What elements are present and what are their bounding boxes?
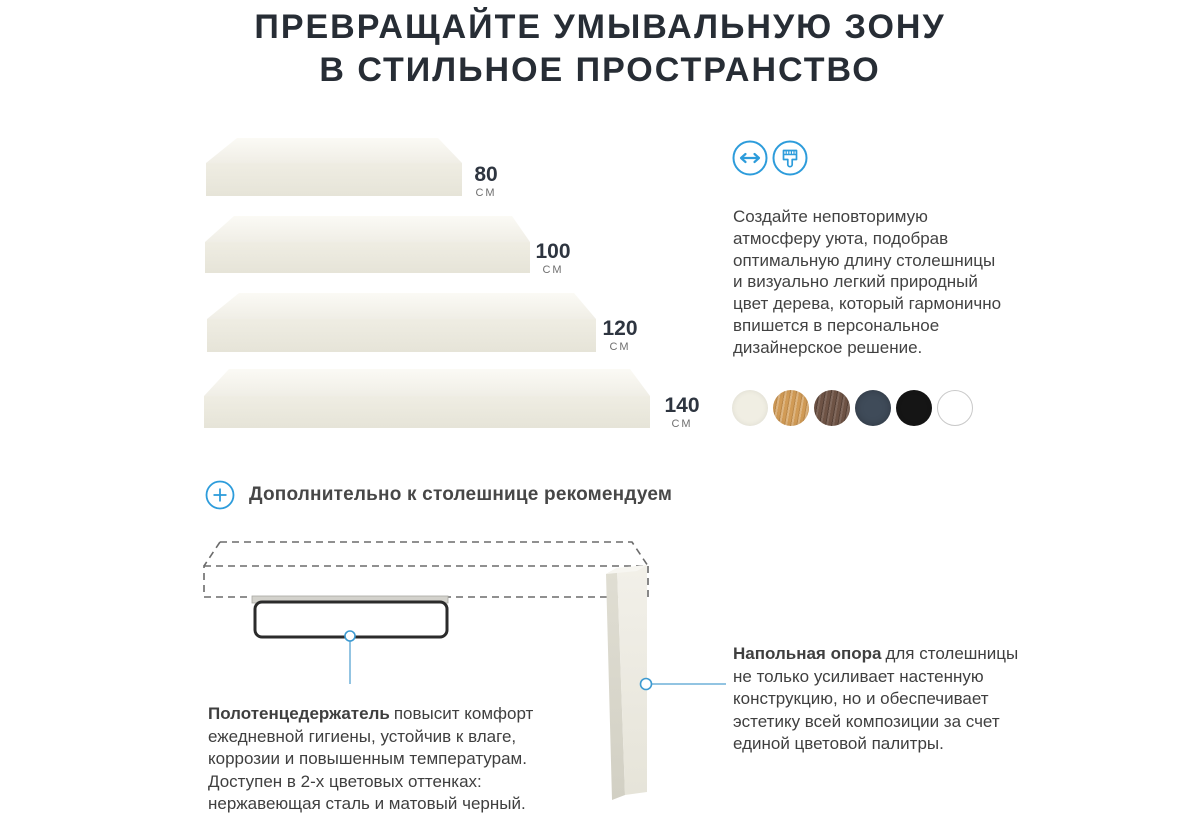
floor-support-callout bbox=[641, 679, 727, 690]
dashed-countertop-outline bbox=[204, 542, 648, 597]
size-unit: СМ bbox=[542, 264, 564, 276]
countertop-140cm bbox=[204, 369, 650, 428]
size-label-140 bbox=[654, 395, 710, 431]
size-value: 140 bbox=[664, 394, 700, 417]
countertop-80cm bbox=[206, 138, 462, 196]
swatch-matte-black bbox=[896, 390, 932, 426]
floor-support-description bbox=[733, 643, 1029, 756]
towel-holder-label: Полотенцедержатель bbox=[208, 704, 390, 723]
size-value: 80 bbox=[474, 163, 498, 186]
customization-paragraph: Создайте неповторимую атмосферу уюта, подобрав оптимальную длину столешницы и визуально легкий природный цвет дерева, который гармонично впишется в персональное дизайнерское решение. bbox=[733, 207, 1002, 357]
floor-support-label: Напольная опора bbox=[733, 644, 882, 663]
towel-holder-callout bbox=[345, 631, 355, 684]
size-label-100 bbox=[525, 241, 581, 277]
color-swatch-row bbox=[732, 390, 973, 426]
page-title bbox=[0, 6, 1200, 92]
page-title-line1: ПРЕВРАЩАЙТЕ УМЫВАЛЬНУЮ ЗОНУ bbox=[254, 8, 946, 46]
floor-support-text: для столешницы не только усиливает настенную конструкцию, но и обеспечивает эстетику всей композиции за счет единой цветовой палитры. bbox=[733, 644, 1019, 753]
size-unit: СМ bbox=[475, 187, 497, 199]
plus-icon bbox=[205, 480, 235, 510]
recommendations-heading: Дополнительно к столешнице рекомендуем bbox=[249, 484, 673, 505]
towel-holder-description bbox=[208, 703, 542, 816]
countertop-100cm bbox=[205, 216, 530, 273]
length-arrows-icon bbox=[732, 140, 768, 176]
size-unit: СМ bbox=[609, 341, 631, 353]
swatch-graphite-blue bbox=[855, 390, 891, 426]
size-unit: СМ bbox=[671, 418, 693, 430]
size-label-80 bbox=[458, 164, 514, 200]
swatch-light-oak bbox=[773, 390, 809, 426]
size-value: 100 bbox=[535, 240, 571, 263]
size-label-120 bbox=[592, 318, 648, 354]
swatch-white bbox=[937, 390, 973, 426]
swatch-dark-walnut bbox=[814, 390, 850, 426]
paint-brush-icon bbox=[772, 140, 808, 176]
swatch-cream-white bbox=[732, 390, 768, 426]
countertop-120cm bbox=[207, 293, 596, 352]
page-title-line2: В СТИЛЬНОЕ ПРОСТРАНСТВО bbox=[319, 51, 881, 89]
towel-holder-text: повысит комфорт ежедневной гигиены, устойчив к влаге, коррозии и повышенным температурам. Доступен в 2-х цветовых оттенках: нержавеющая сталь и матовый черный. bbox=[208, 704, 534, 813]
size-value: 120 bbox=[602, 317, 638, 340]
